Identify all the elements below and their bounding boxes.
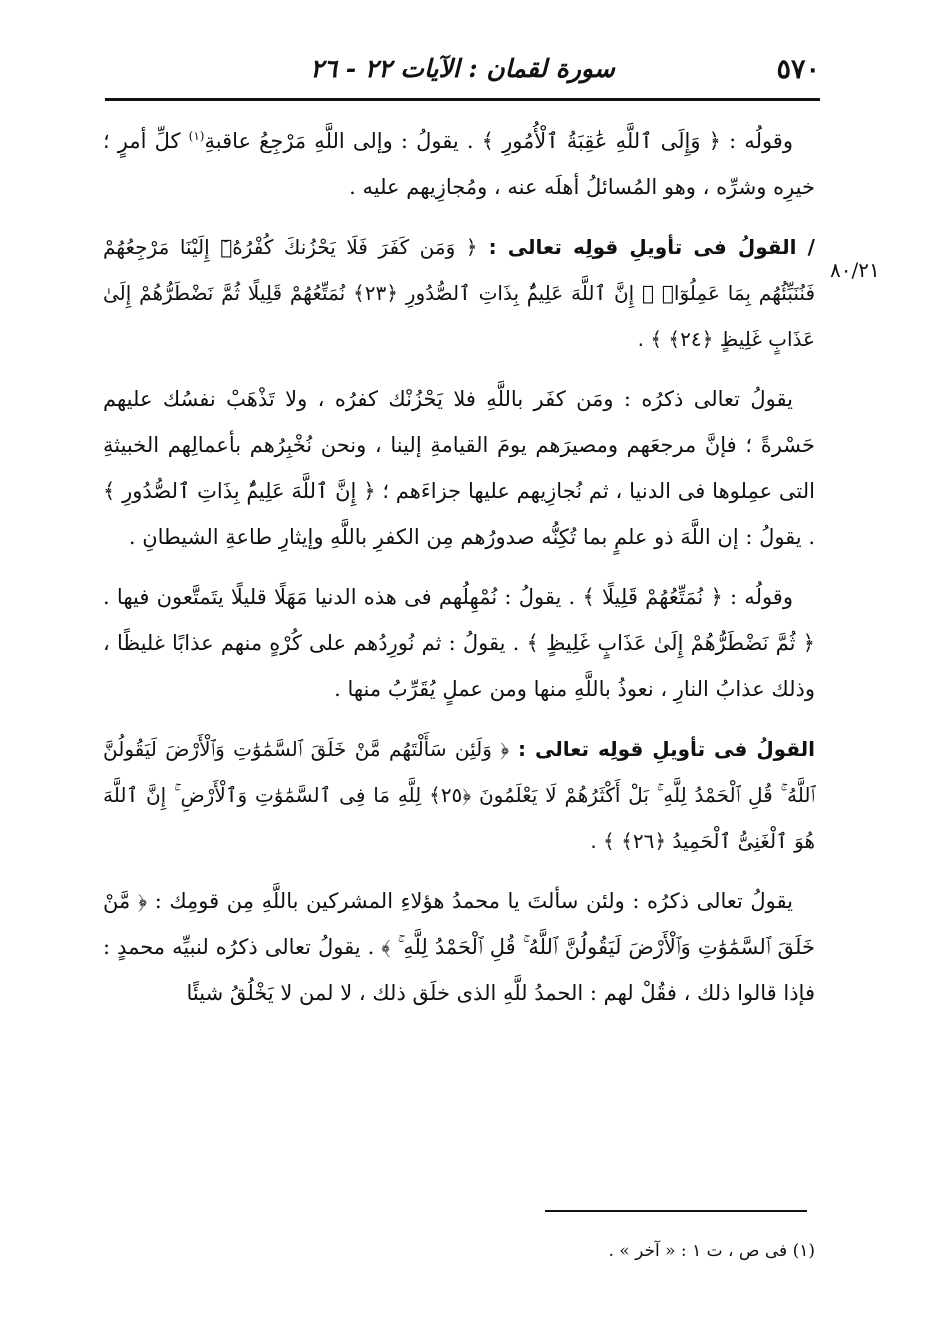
footnote: (١) فى ص ، ت ١ : « آخر » . [608, 1241, 815, 1261]
footnote-mark-1: (١) [188, 129, 205, 143]
margin-reference: ٨٠/٢١ [830, 258, 880, 282]
paragraph-1-text: وقولُه : ﴿ وَإِلَى ٱللَّهِ عَٰقِبَةُ ٱلْأُمُورِ ﴾ . يقولُ : وإلى اللَّهِ مَرْجِعُ عاقبةِ [204, 129, 793, 153]
body-text [103, 118, 815, 1030]
paragraph-4-text: وقولُه : ﴿ نُمَتِّعُهُمْ قَلِيلًا ﴾ . يقولُ : نُمْهِلُهم فى هذه الدنيا مَهَلًا قليلًا يتَمتَّعون فيها . ﴿ ثُمَّ نَضْطَرُّهُمْ إِلَىٰ عَذَابٍ غَلِيظٍ ﴾ . يقولُ : ثم نُورِدُهم على كُرْهٍ منهم عذابًا غليظًا ، وذلك عذابُ النارِ ، نعوذُ باللَّهِ منها ومن عملٍ يُقَرِّبُ منها . [103, 585, 815, 701]
paragraph-6 [103, 878, 815, 1016]
section-heading-2: القولُ فى تأويلِ قولِه تعالى : [509, 737, 815, 761]
page-header [105, 50, 820, 94]
paragraph-6-text: يقولُ تعالى ذكرُه : ولئن سألتَ يا محمدُ هؤلاءِ المشركين باللَّهِ مِن قومِك : ﴿ مَّنْ خَلَقَ ٱلسَّمَٰوَٰتِ وَٱلْأَرْضَ لَيَقُولُنَّ ٱللَّهُ ۚ قُلِ ٱلْحَمْدُ لِلَّهِ ۚ ﴾ . يقولُ تعالى ذكرُه لنبيِّه محمدٍ : فإذا قالوا ذلك ، فقُلْ لهم : الحمدُ للَّهِ الذى خلَق ذلك ، لا لمن لا يَخْلُقُ شيئًا [103, 889, 815, 1005]
paragraph-5 [103, 726, 815, 864]
footnote-rule [545, 1210, 807, 1212]
quran-verses-1: ﴿ وَمَن كَفَرَ فَلَا يَحْزُنكَ كُفْرُهُۥٓ إِلَيْنَا مَرْجِعُهُمْ فَنُنَبِّئُهُم بِمَا عَمِلُوٓا۟ ۚ إِنَّ ٱللَّهَ عَلِيمٌۢ بِذَاتِ ٱلصُّدُورِ ﴿٢٣﴾ نُمَتِّعُهُمْ قَلِيلًا ثُمَّ نَضْطَرُّهُمْ إِلَىٰ عَذَابٍ غَلِيظٍ ﴿٢٤﴾ ﴾ . [103, 235, 816, 351]
paragraph-1-tail: كلِّ أمرٍ ؛ خيرِه وشرِّه ، وهو المُسائلُ أهلَه عنه ، ومُجازِيهم عليه . [103, 129, 815, 199]
paragraph-4 [103, 574, 815, 712]
running-title: سورة لقمان : الآيات ٢٢ - ٢٦ [310, 54, 615, 83]
header-rule [105, 98, 820, 101]
paragraph-2 [103, 224, 815, 362]
section-heading-1: / القولُ فى تأويلِ قولِه تعالى : [477, 235, 815, 259]
paragraph-3-text: يقولُ تعالى ذكرُه : ومَن كفَر باللَّهِ فلا يَحْزُنْك كفرُه ، ولا تَذْهَبْ نفسُك عليهم حَسْرةً ؛ فإنَّ مرجعَهم ومصيرَهم يومَ القيامةِ إلينا ، ونحن نُخْبِرُهم بأعمالِهم الخبيثةِ التى عمِلوها فى الدنيا ، ثم نُجازِيهم عليها جزاءَهم ؛ ﴿ إِنَّ ٱللَّهَ عَلِيمٌۢ بِذَاتِ ٱلصُّدُورِ ﴾ . يقولُ : إن اللَّهَ ذو علمٍ بما تُكِنُّه صدورُهم مِن الكفرِ باللَّهِ وإيثارِ طاعةِ الشيطانِ . [103, 387, 815, 549]
page-number: ٥٧٠ [776, 54, 820, 85]
quran-verses-2: ﴿ وَلَئِن سَأَلْتَهُم مَّنْ خَلَقَ ٱلسَّمَٰوَٰتِ وَٱلْأَرْضَ لَيَقُولُنَّ ٱللَّهُ ۚ قُلِ ٱلْحَمْدُ لِلَّهِ ۚ بَلْ أَكْثَرُهُمْ لَا يَعْلَمُونَ ﴿٢٥﴾ لِلَّهِ مَا فِى ٱلسَّمَٰوَٰتِ وَٱلْأَرْضِ ۚ إِنَّ ٱللَّهَ هُوَ ٱلْغَنِىُّ ٱلْحَمِيدُ ﴿٢٦﴾ ﴾ . [103, 737, 816, 853]
paragraph-1 [103, 118, 815, 210]
paragraph-3 [103, 376, 815, 560]
